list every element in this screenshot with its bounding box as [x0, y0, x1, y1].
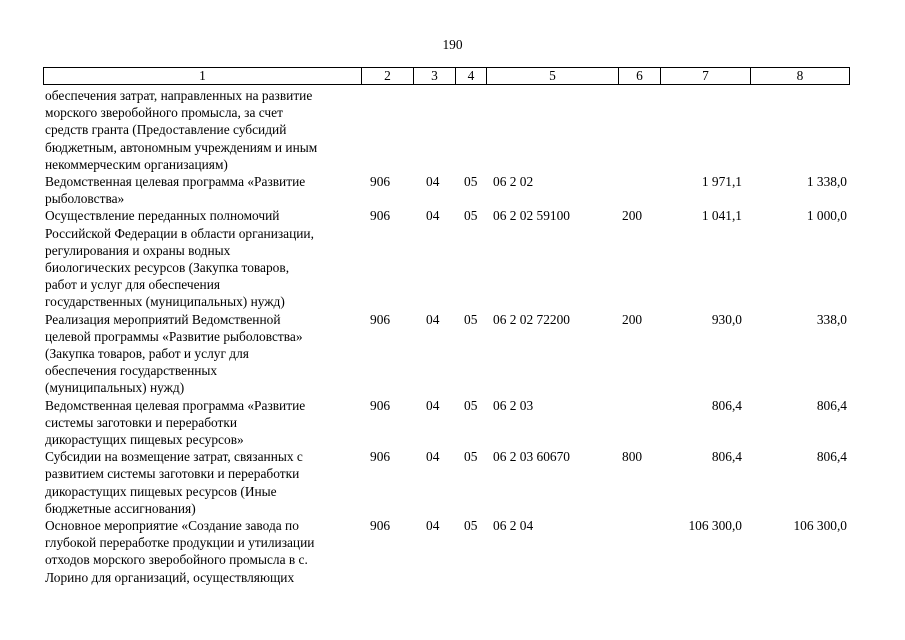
page-number: 190 [442, 37, 463, 52]
row-subsection: 05 [464, 518, 478, 533]
row-target-article: 06 2 03 [493, 397, 534, 413]
row-target-article: 06 2 02 72200 [493, 311, 570, 327]
row-name-line: Осуществление переданных полномочий [45, 208, 280, 224]
row-amount-approved: 1 000,0 [806, 208, 847, 224]
row-expense-type: 800 [622, 449, 643, 465]
row-name-line: биологических ресурсов (Закупка товаров, [45, 260, 290, 275]
row-name-line: глубокой переработке продукции и утилизации [45, 535, 315, 551]
row-name-line: Ведомственная целевая программа «Развитие [45, 174, 306, 189]
row-name-line: Основное мероприятие «Создание завода по [45, 518, 299, 533]
row-name-line: государственных (муниципальных) нужд) [45, 294, 285, 310]
row-name-line: работ и услуг для обеспечения [45, 277, 221, 293]
row-name-line: Субсидии на возмещение затрат, связанных с [45, 449, 303, 465]
row-name-line: Российской Федерации в области организации, [45, 225, 314, 241]
row-amount-planned: 930,0 [711, 311, 742, 327]
row-target-article: 06 2 02 59100 [493, 208, 570, 224]
row-name [45, 207, 360, 310]
row-amount-planned: 106 300,0 [688, 518, 742, 533]
row-amount-planned: 806,4 [711, 449, 742, 465]
header-col-4: 4 [455, 68, 486, 84]
row-target-article: 06 2 03 60670 [493, 449, 570, 465]
row-amount-approved: 1 338,0 [806, 174, 847, 189]
row-name-line: бюджетным, автономным учреждениям и иным [45, 139, 318, 155]
row-name-line: некоммерческим организациям) [45, 156, 228, 172]
header-col-6: 6 [618, 68, 660, 84]
row-subsection: 05 [464, 311, 478, 327]
row-subsection: 05 [464, 397, 478, 413]
row-chapter: 906 [370, 174, 391, 189]
row-name-line: средств гранта (Предоставление субсидий [45, 122, 287, 138]
row-section: 04 [426, 449, 440, 465]
row-target-article: 06 2 04 [493, 518, 534, 533]
row-name-line: дикорастущих пищевых ресурсов» [45, 432, 244, 447]
row-subsection: 05 [464, 449, 478, 465]
row-amount-planned: 1 041,1 [701, 208, 742, 224]
row-subsection: 05 [464, 174, 478, 189]
header-col-5: 5 [486, 68, 618, 84]
row-chapter: 906 [370, 208, 391, 224]
row-name-line: морского зверобойного промысла, за счет [45, 105, 283, 121]
row-amount-planned: 1 971,1 [701, 174, 742, 189]
row-section: 04 [426, 311, 440, 327]
row-section: 04 [426, 174, 440, 189]
header-col-1: 1 [199, 68, 206, 83]
row-name [45, 87, 360, 173]
header-col-7: 7 [660, 68, 750, 84]
row-section: 04 [426, 397, 440, 413]
row-amount-approved: 106 300,0 [793, 518, 847, 533]
row-name-line: дикорастущих пищевых ресурсов (Иные [45, 483, 277, 499]
row-amount-planned: 806,4 [711, 397, 742, 413]
row-name [45, 311, 360, 397]
row-chapter: 906 [370, 311, 391, 327]
row-section: 04 [426, 208, 440, 224]
row-expense-type: 200 [622, 208, 643, 224]
row-chapter: 906 [370, 518, 391, 533]
row-section: 04 [426, 518, 440, 533]
row-name-line: системы заготовки и переработки [45, 414, 238, 430]
header-col-2: 2 [361, 68, 413, 84]
row-name-line: рыболовства» [45, 191, 125, 207]
row-name-line: Ведомственная целевая программа «Развитие [45, 397, 306, 413]
row-amount-approved: 806,4 [816, 449, 847, 465]
table-header-row [43, 67, 850, 85]
row-name-line: (муниципальных) нужд) [45, 380, 185, 396]
header-col-8: 8 [750, 68, 849, 84]
header-col-3: 3 [413, 68, 455, 84]
row-name-line: развитием системы заготовки и переработки [45, 466, 300, 482]
row-amount-approved: 806,4 [816, 397, 847, 413]
row-name-line: бюджетные ассигнования) [45, 500, 196, 516]
row-name-line: отходов морского зверобойного промысла в с. [45, 552, 308, 568]
row-name-line: целевой программы «Развитие рыболовства» [45, 328, 303, 344]
row-name [45, 173, 360, 207]
row-subsection: 05 [464, 208, 478, 224]
row-name-line: обеспечения государственных [45, 363, 218, 379]
row-name-line: (Закупка товаров, работ и услуг для [45, 346, 249, 361]
row-name-line: Реализация мероприятий Ведомственной [45, 311, 281, 327]
row-name [45, 517, 360, 586]
row-name-line: обеспечения затрат, направленных на развитие [45, 88, 313, 103]
row-target-article: 06 2 02 [493, 174, 534, 189]
row-amount-approved: 338,0 [816, 311, 847, 327]
row-chapter: 906 [370, 397, 391, 413]
row-name [45, 397, 360, 449]
row-name-line: регулирования и охраны водных [45, 242, 231, 258]
row-name-line: Лорино для организаций, осуществляющих [45, 569, 295, 585]
row-name [45, 448, 360, 517]
row-expense-type: 200 [622, 311, 643, 327]
row-chapter: 906 [370, 449, 391, 465]
